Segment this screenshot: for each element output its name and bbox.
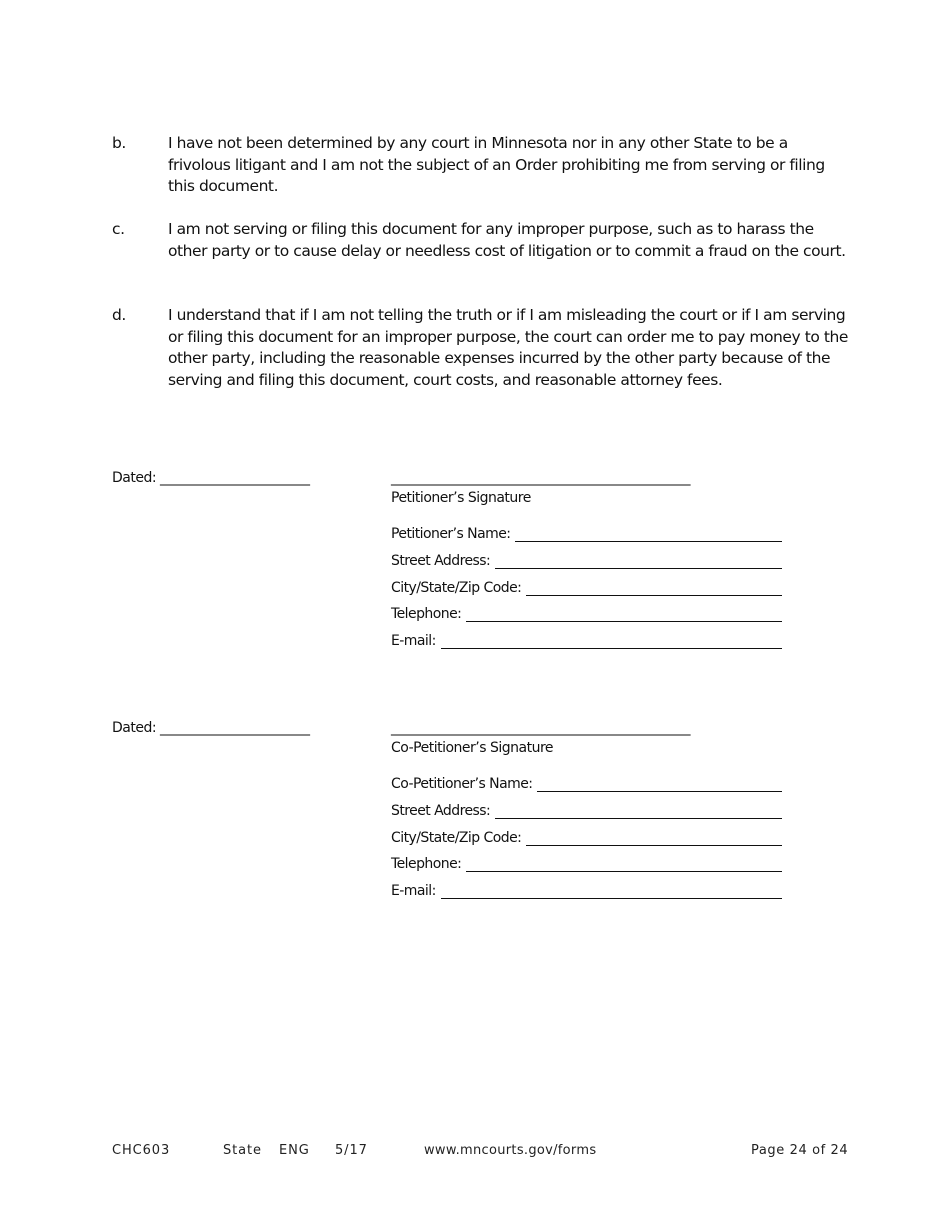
co-petitioner-signature-line[interactable]: ______________________________________________ (391, 720, 690, 736)
co-petitioner-phone-field[interactable] (391, 856, 782, 872)
co-petitioner-name-field[interactable] (391, 776, 782, 792)
co-petitioner-email-field[interactable] (391, 883, 782, 899)
statement-text: I have not been determined by any court in Minnesota nor in any other State to be a frivolous litigant and I am not the subject of an Order prohibiting me from serving or filing this document. (168, 134, 825, 195)
co-petitioner-dated[interactable]: Dated: _______________________ (112, 720, 310, 736)
field-label: Street Address: (391, 553, 491, 569)
statement-text: I am not serving or filing this document for any improper purpose, such as to harass the other party or to cause delay or needless cost of litigation or to commit a fraud on the court. (168, 220, 846, 260)
field-line[interactable] (441, 884, 782, 899)
field-label: Street Address: (391, 803, 491, 819)
field-label: E-mail: (391, 633, 436, 649)
field-line[interactable] (495, 804, 782, 819)
statement-text: I understand that if I am not telling the truth or if I am misleading the court or if I am serving or filing this document for an improper purpose, the court can order me to pay money to the other party, including the reasonable expenses incurred by the other party because of the serving and filing this document, court costs, and reasonable attorney fees. (168, 306, 848, 389)
petitioner-dated[interactable]: Dated: _______________________ (112, 470, 310, 486)
field-line[interactable] (515, 527, 782, 542)
field-label: Petitioner’s Name: (391, 526, 511, 542)
footer-language: ENG (279, 1143, 310, 1158)
field-label: City/State/Zip Code: (391, 830, 522, 846)
petitioner-phone-field[interactable] (391, 606, 782, 622)
footer-page-number: Page 24 of 24 (751, 1143, 849, 1158)
petitioner-name-field[interactable] (391, 526, 782, 542)
co-petitioner-signature-label: Co-Petitioner’s Signature (391, 740, 554, 756)
statement-letter: b. (112, 134, 126, 152)
statement-b (112, 133, 852, 198)
footer-revision: 5/17 (335, 1143, 368, 1158)
field-line[interactable] (495, 554, 782, 569)
petitioner-city-field[interactable] (391, 580, 782, 596)
petitioner-email-field[interactable] (391, 633, 782, 649)
petitioner-signature-label: Petitioner’s Signature (391, 490, 531, 506)
petitioner-signature-line[interactable]: ______________________________________________ (391, 470, 690, 486)
statement-d (112, 305, 852, 391)
field-line[interactable] (466, 607, 782, 622)
field-line[interactable] (526, 831, 782, 846)
field-label: Telephone: (391, 606, 462, 622)
co-petitioner-city-field[interactable] (391, 830, 782, 846)
footer-jurisdiction: State (223, 1143, 262, 1158)
field-label: Co-Petitioner’s Name: (391, 776, 533, 792)
statement-letter: d. (112, 306, 126, 324)
footer-form-code: CHC603 (112, 1143, 171, 1158)
field-line[interactable] (537, 777, 782, 792)
field-line[interactable] (466, 857, 782, 872)
statement-c (112, 219, 852, 262)
footer-url[interactable]: www.mncourts.gov/forms (424, 1143, 597, 1158)
field-line[interactable] (441, 634, 782, 649)
petitioner-street-field[interactable] (391, 553, 782, 569)
field-label: City/State/Zip Code: (391, 580, 522, 596)
field-label: Telephone: (391, 856, 462, 872)
statement-letter: c. (112, 220, 125, 238)
field-line[interactable] (526, 581, 782, 596)
co-petitioner-street-field[interactable] (391, 803, 782, 819)
field-label: E-mail: (391, 883, 436, 899)
